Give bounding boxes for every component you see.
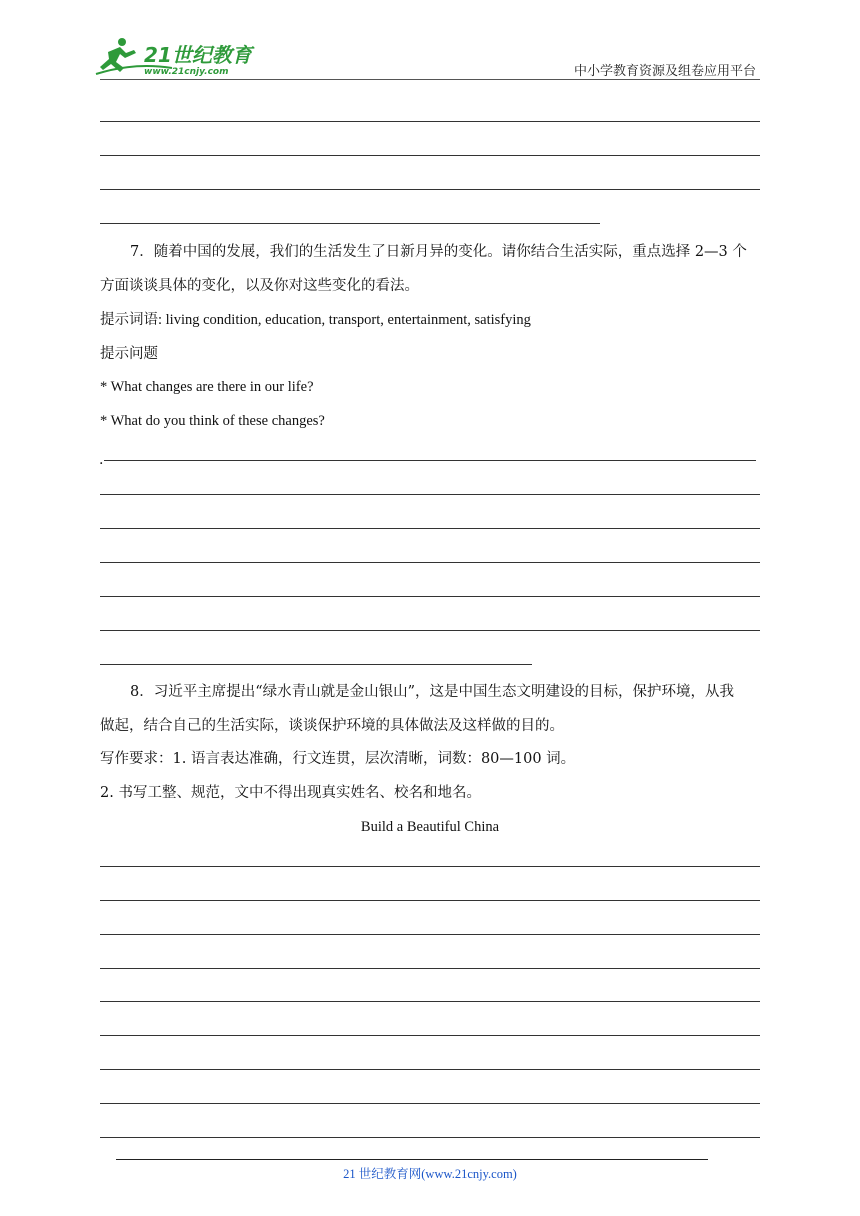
- answer-line: [100, 223, 600, 224]
- answer-line: [100, 630, 760, 631]
- q8-prompt-line1: 8．习近平主席提出“绿水青山就是金山银山”，这是中国生态文明建设的目标，保护环境，从我: [130, 684, 735, 700]
- answer-line: [100, 121, 760, 122]
- answer-line: [100, 866, 760, 867]
- answer-line: [100, 528, 760, 529]
- platform-name: 中小学教育资源及组卷应用平台: [573, 64, 756, 79]
- answer-line: [100, 1069, 760, 1070]
- answer-line: [100, 1137, 760, 1138]
- q8-prompt-line2: 做起，结合自己的生活实际，谈谈保护环境的具体做法及这样做的目的。: [100, 718, 564, 734]
- q7-hint-questions-label: 提示问题: [100, 346, 158, 362]
- q7-question-1: * What changes are there in our life?: [100, 379, 314, 395]
- answer-line: [100, 1103, 760, 1104]
- answer-line: [100, 1001, 760, 1002]
- q8-requirement-2: 2. 书写工整、规范，文中不得出现真实姓名、校名和地名。: [100, 785, 481, 801]
- logo-url: www.21cnjy.com: [144, 67, 229, 77]
- answer-line: [100, 968, 760, 969]
- answer-line: [100, 189, 760, 190]
- answer-start-dot: .: [99, 452, 104, 468]
- essay-title: Build a Beautiful China: [360, 819, 500, 835]
- footer-link[interactable]: 21 世纪教育网(www.21cnjy.com): [343, 1167, 517, 1181]
- answer-line: [100, 1035, 760, 1036]
- answer-line: [100, 596, 760, 597]
- q7-question-2: * What do you think of these changes?: [100, 413, 325, 429]
- q8-requirement-1: 写作要求：1. 语言表达准确，行文连贯，层次清晰，词数：80—100 词。: [100, 751, 576, 767]
- footer-divider: [116, 1159, 708, 1160]
- q7-prompt-line2: 方面谈谈具体的变化，以及你对这些变化的看法。: [100, 278, 419, 294]
- answer-line: [100, 664, 532, 665]
- answer-line: [100, 934, 760, 935]
- header-divider: [100, 79, 760, 80]
- answer-line: [100, 494, 760, 495]
- answer-line: [100, 562, 760, 563]
- q7-hint-words: 提示词语: living condition, education, transport, entertainment, satisfying: [100, 312, 531, 328]
- answer-line: [100, 900, 760, 901]
- q7-prompt-line1: 7．随着中国的发展，我们的生活发生了日新月异的变化。请你结合生活实际，重点选择 2—3 个: [130, 244, 747, 260]
- answer-line: [104, 460, 756, 461]
- answer-line: [100, 155, 760, 156]
- site-logo: [94, 34, 264, 78]
- logo-text: 21世纪教育: [144, 43, 252, 67]
